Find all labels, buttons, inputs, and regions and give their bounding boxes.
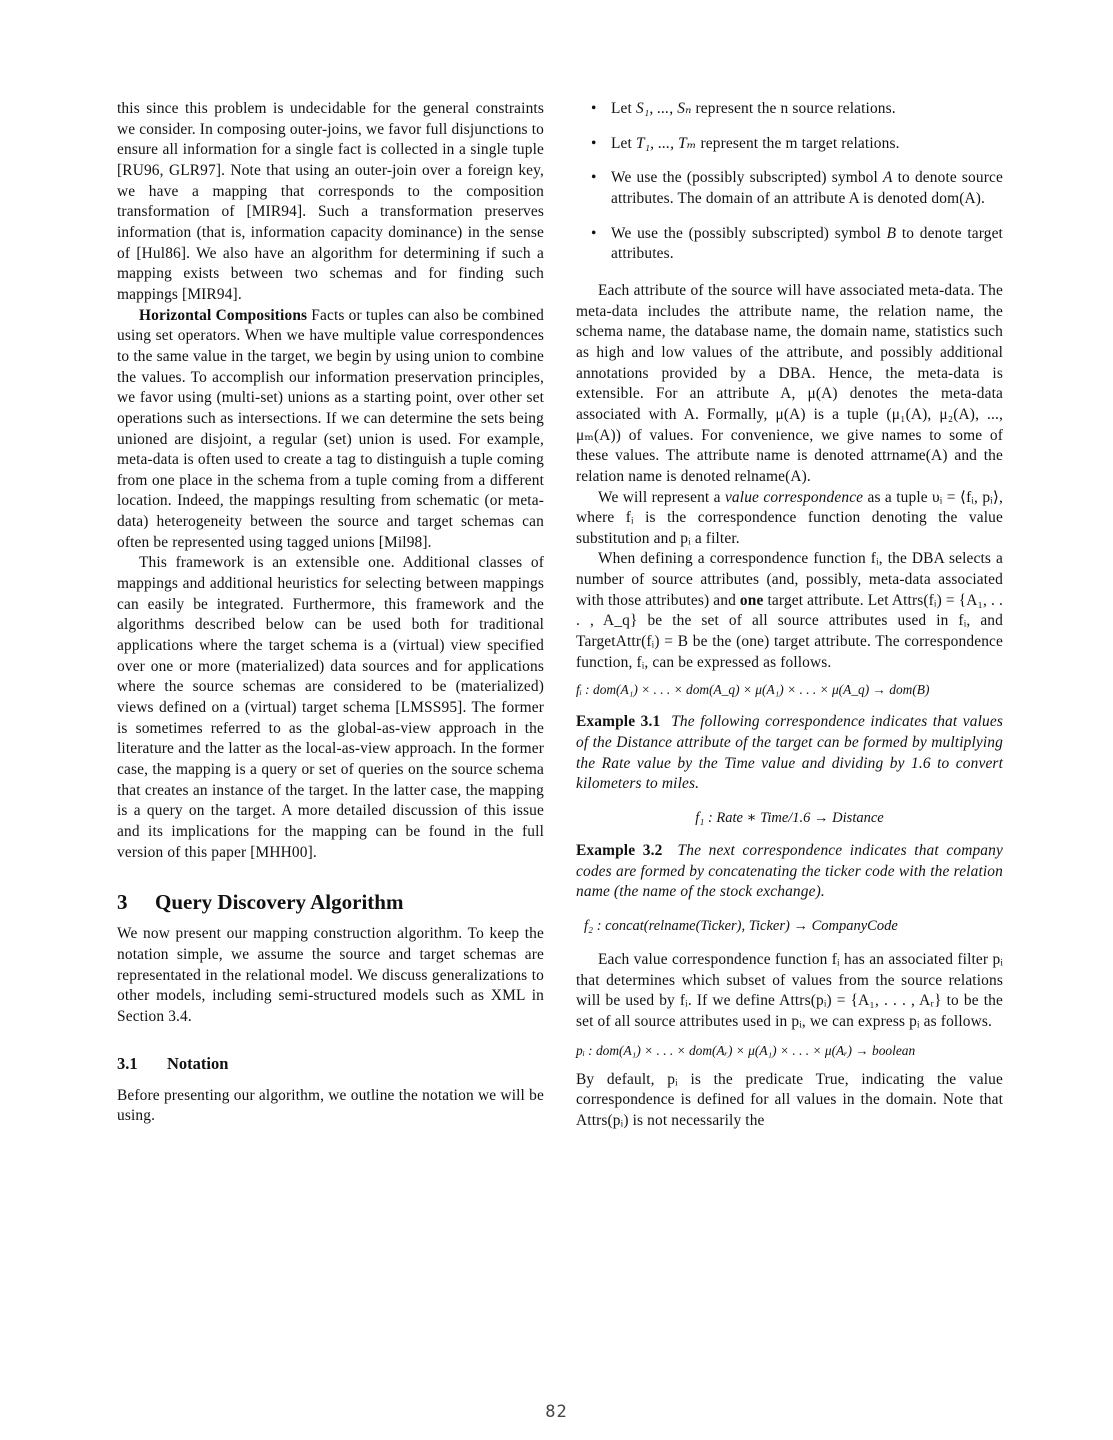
- bullet-icon: •: [591, 134, 597, 152]
- example-label: Example 3.1: [576, 713, 661, 731]
- section-intro: We now present our mapping construction algorithm. To keep the notation simple, we assume the source and target schemas are representated in the relational model. We discuss generalizations to other models, including semi-structured models such as XML in Section 3.4.: [117, 925, 544, 1025]
- formula-example-3-1: f₁ : Rate ∗ Time/1.6 → Distance: [695, 810, 884, 827]
- subsection-heading: [117, 1054, 544, 1074]
- left-column: [117, 99, 544, 1127]
- notation-list: [576, 99, 1003, 265]
- list-item: [576, 99, 1003, 120]
- paragraph-metadata: Each attribute of the source will have associated meta-data. The meta-data includes the attribute name, the relation name, the schema name, the database name, the domain name, statistics such as high and low values of the attribute, and possibly additional annotations provided by a DBA. Hence, the meta-data is extensible. For an attribute A, μ(A) denotes the meta-data associated with A. Formally, μ(A) is a tuple (μ₁(A), μ₂(A), ..., μₘ(A)) of values. For convenience, we give names to some of these values. The attribute name is denoted attrname(A) and the relation name is denoted relname(A).: [576, 281, 1003, 485]
- list-item-text: to denote target attributes.: [611, 224, 1003, 263]
- formula-example-3-2: f₂ : concat(relname(Ticker), Ticker) → CompanyCode: [584, 918, 898, 934]
- section-number: 3: [117, 890, 128, 915]
- formula-filter: pᵢ : dom(A₁) × . . . × dom(Aᵣ) × μ(A₁) × . . . × μ(Aᵣ) → boolean: [576, 1042, 916, 1058]
- run-in-heading: Horizontal Compositions: [139, 306, 308, 324]
- paragraph-framework: This framework is an extensible one. Additional classes of mappings and additional heuristics for selecting between mappings can easily be integrated. Furthermore, this framework and the algorithms described below can be used both for traditional applications where the target schema is a (virtual) view specified over one or more (materialized) data sources and for applications where the source schemas are considered to be (materialized) views defined on a (virtual) target schema [LMSS95]. The former is sometimes referred to as the global-as-view approach in the literature and the latter as the local-as-view approach. In the former case, the mapping is a query or set of queries on the source schema that creates an instance of the target. In the latter case, the mapping is a query on the target. A more detailed discussion of this issue and its implications for the mapping can be found in the full version of this paper [MHH00].: [117, 554, 544, 861]
- subsection-title: Notation: [167, 1053, 229, 1073]
- spacer: [117, 863, 544, 889]
- paragraph-continued: this since this problem is undecidable for the general constraints we consider. In composing outer-joins, we favor full disjunctions to ensure all information for a single fact is collected in a single tuple [RU96, GLR97]. Note that using an outer-join over a foreign key, we have a mapping that corresponds to the composition transformation of [MIR94]. Such a transformation preserves information (that is, information capacity dominance) in the sense of [Hul86]. We also have an algorithm for determining if such a mapping exists between two schemas and for finding such mappings [MIR94].: [117, 100, 544, 303]
- bullet-icon: •: [591, 224, 597, 242]
- math-symbol: S₁, ..., Sₙ: [635, 100, 692, 117]
- example-text: The next correspondence indicates that company codes are formed by concatenating the ticker code with the relation name (the name of the stock exchange).: [576, 842, 1003, 901]
- emphasis: value correspondence: [724, 488, 864, 506]
- example-text: The following correspondence indicates that values of the Distance attribute of the target can be formed by multiplying the Rate value by the Time value and dividing by 1.6 to convert kilometers to miles.: [576, 713, 1003, 793]
- paragraph-defining-function: [576, 549, 1003, 673]
- text-run: We will represent a: [598, 488, 725, 506]
- horizontal-compositions-text: Facts or tuples can also be combined using set operators. When we have multiple value correspondences to the same value in the target, we begin by using union to combine the values. To accomplish our information preservation principles, we favor using (multi-set) unions as a starting point, over other set operations such as intersections. If we can determine the sets being unioned are disjoint, a regular (set) union is used. For example, meta-data is often used to create a tag to distinguish a tuple coming from one place in the schema from a tuple coming from a different location. Indeed, the mappings resulting from schematic (or meta-data) heterogeneity between the source and target schemas can often be represented using tagged unions [Mil98].: [117, 306, 544, 551]
- bullet-icon: •: [591, 169, 597, 187]
- list-item-text: We use the (possibly subscripted) symbol: [611, 224, 887, 242]
- right-column: [576, 99, 1003, 1132]
- example-3-1: [576, 712, 1003, 795]
- text-run: When defining a correspondence function fᵢ, the DBA selects a number of source attributes (and, possibly, meta-data associated with those attributes) and: [576, 550, 1003, 609]
- paragraph-default-filter: By default, pᵢ is the predicate True, indicating the value correspondence is defined for all values in the domain. Note that Attrs(pᵢ) is not necessarily the: [576, 1070, 1003, 1129]
- subsection-number: 3.1: [117, 1053, 138, 1073]
- list-item-text: Let: [611, 134, 636, 152]
- list-item: [576, 134, 1003, 155]
- list-item-text: to denote source attributes. The domain of an attribute A is denoted dom(A).: [611, 169, 1003, 207]
- subsection-intro: Before presenting our algorithm, we outline the notation we will be using.: [117, 1086, 544, 1125]
- list-item-text: Let: [611, 100, 636, 117]
- list-item: [576, 224, 1003, 265]
- math-symbol: A: [883, 169, 893, 187]
- text-run: as a tuple υᵢ = ⟨fᵢ, pᵢ⟩, where fᵢ is the correspondence function denoting the value substitution and pᵢ a filter.: [576, 488, 1003, 547]
- formula-correspondence-function: fᵢ : dom(A₁) × . . . × dom(A_q) × μ(A₁) × . . . × μ(A_q) → dom(B): [576, 682, 930, 698]
- paragraph-horizontal-compositions: [117, 306, 544, 554]
- page-number: 82: [545, 1402, 568, 1422]
- list-item-text: We use the (possibly subscripted) symbol: [611, 169, 883, 187]
- paragraph-value-correspondence: [576, 488, 1003, 550]
- example-label: Example 3.2: [576, 842, 663, 860]
- text-run: target attribute. Let Attrs(fᵢ) = {A₁, . . . , A_q} be the set of all source attributes used in fᵢ, and TargetAttr(fᵢ) = B be the (one) target attribute. The correspondence function, fᵢ, can be expressed as follows.: [576, 591, 1004, 671]
- paragraph-filter: Each value correspondence function fᵢ has an associated filter pᵢ that determines which subset of values from the source relations will be used by fᵢ. If we define Attrs(pᵢ) = {A₁, . . . , Aᵣ} to be the set of all source attributes used in pᵢ, we can express pᵢ as follows.: [576, 951, 1003, 1030]
- example-3-2: [576, 841, 1003, 903]
- list-item: [576, 168, 1003, 209]
- math-symbol: B: [886, 224, 897, 242]
- math-symbol: T₁, ..., Tₘ: [635, 134, 697, 152]
- list-item-text: represent the n source relations.: [691, 100, 896, 117]
- list-item-text: represent the m target relations.: [696, 134, 900, 152]
- section-heading: [117, 889, 544, 915]
- bold-word: one: [739, 591, 764, 609]
- bullet-icon: •: [591, 100, 597, 117]
- section-title: Query Discovery Algorithm: [155, 890, 404, 915]
